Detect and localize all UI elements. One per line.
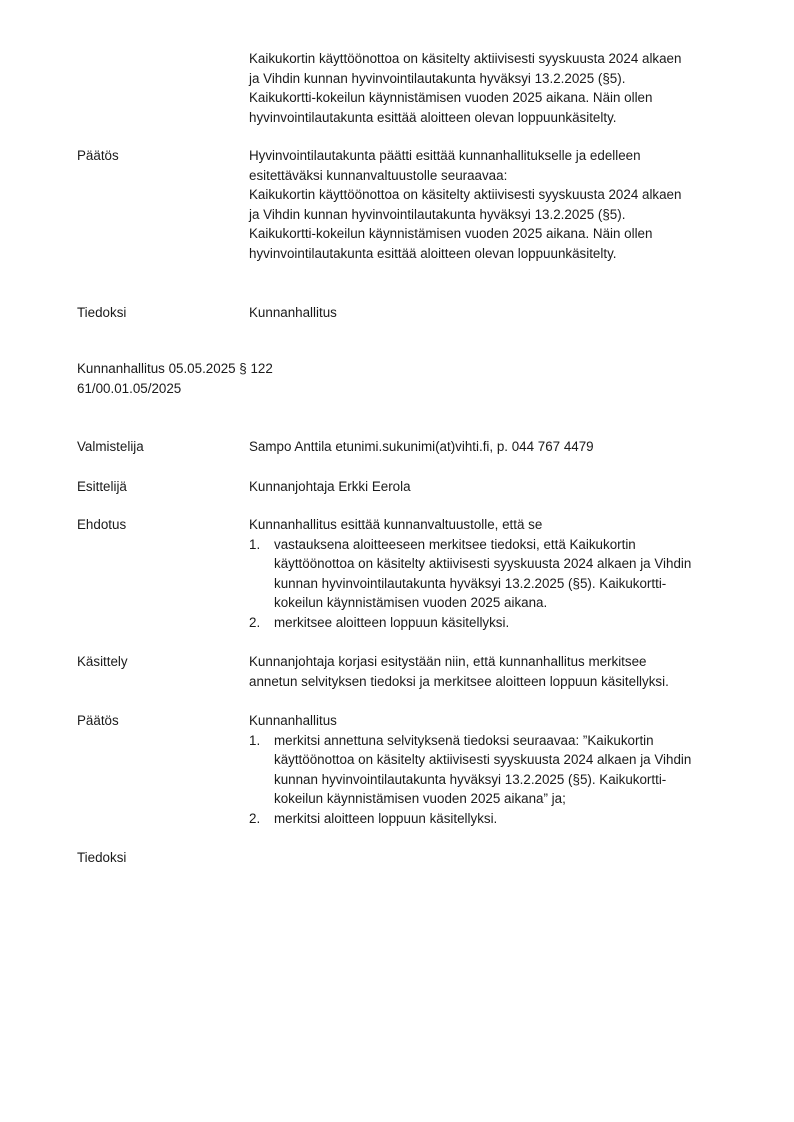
- meeting-title: Kunnanhallitus 05.05.2025 § 122: [77, 361, 273, 376]
- valmistelija-value: [249, 437, 749, 457]
- section-label: Esittelijä: [77, 479, 127, 494]
- ehdotus-text: [249, 515, 749, 632]
- text-line: Kunnanjohtaja korjasi esitystään niin, että kunnanhallitus merkitsee: [249, 654, 647, 669]
- text-line: esitettäväksi kunnanvaltuustolle seuraavaa:: [249, 167, 508, 183]
- text-line: Kunnanhallitus: [249, 713, 337, 728]
- text-line: Kunnanhallitus esittää kunnanvaltuustolle, että se: [249, 517, 543, 532]
- section-label: Päätös: [77, 713, 119, 728]
- list-number: 1.: [249, 732, 261, 748]
- text-line: ja Vihdin kunnan hyvinvointilautakunta hyväksyi 13.2.2025 (§5).: [249, 70, 626, 86]
- text-line: Kaikukortin käyttöönottoa on käsitelty aktiivisesti syyskuusta 2024 alkaen: [249, 51, 682, 66]
- paatos-1-text: [249, 146, 749, 263]
- list-number: 2.: [249, 614, 261, 630]
- ehdotus-list: [249, 535, 749, 633]
- section-label: Päätös: [77, 148, 119, 163]
- text-line: käyttöönottoa on käsitelty aktiivisesti syyskuusta 2024 alkaen ja Vihdin: [274, 556, 692, 571]
- list-item: [249, 731, 749, 809]
- paatos-2-text: [249, 711, 749, 828]
- text-line: merkitsi annettuna selvityksenä tiedoksi seuraavaa: ”Kaikukortin: [274, 732, 654, 748]
- paatos-2-list: [249, 731, 749, 829]
- meeting-heading: [77, 359, 273, 398]
- text-line: merkitsee aloitteen loppuun käsitellyksi.: [274, 614, 510, 630]
- text-line: Kaikukortti-kokeilun käynnistämisen vuoden 2025 aikana. Näin ollen: [249, 226, 653, 241]
- list-item: [249, 535, 749, 613]
- section-label: Ehdotus: [77, 517, 127, 532]
- section-label: Tiedoksi: [77, 850, 127, 865]
- text-line: kokeilun käynnistämisen vuoden 2025 aikana.: [274, 595, 548, 610]
- tiedoksi-1-value: Kunnanhallitus: [249, 305, 337, 320]
- list-item: [249, 613, 749, 633]
- esittelija-value: Kunnanjohtaja Erkki Eerola: [249, 479, 411, 494]
- text-line: kunnan hyvinvointilautakunta hyväksyi 13.2.2025 (§5). Kaikukortti-: [274, 771, 667, 787]
- kasittely-text: [249, 652, 749, 691]
- text-line: vastauksena aloitteeseen merkitsee tiedoksi, että Kaikukortin: [274, 536, 636, 552]
- text-line: Hyvinvointilautakunta päätti esittää kunnanhallitukselle ja edelleen: [249, 148, 641, 163]
- text-line: Kaikukortti-kokeilun käynnistämisen vuoden 2025 aikana. Näin ollen: [249, 90, 653, 105]
- text-line: annetun selvityksen tiedoksi ja merkitsee aloitteen loppuun käsitellyksi.: [249, 673, 669, 689]
- section-label: Tiedoksi: [77, 305, 127, 320]
- list-number: 1.: [249, 536, 261, 552]
- meeting-reference: 61/00.01.05/2025: [77, 380, 182, 396]
- text-line: Kaikukortin käyttöönottoa on käsitelty aktiivisesti syyskuusta 2024 alkaen: [249, 187, 682, 202]
- intro-text: [249, 49, 749, 127]
- preparer-contact: Sampo Anttila etunimi.sukunimi(at)vihti.fi, p. 044 767 4479: [249, 439, 594, 454]
- section-label: Valmistelija: [77, 439, 144, 454]
- text-line: merkitsi aloitteen loppuun käsitellyksi.: [274, 810, 498, 826]
- section-label: Käsittely: [77, 654, 128, 669]
- text-line: hyvinvointilautakunta esittää aloitteen olevan loppuunkäsitelty.: [249, 109, 617, 125]
- text-line: käyttöönottoa on käsitelty aktiivisesti syyskuusta 2024 alkaen ja Vihdin: [274, 752, 692, 767]
- list-item: [249, 809, 749, 829]
- list-number: 2.: [249, 810, 261, 826]
- text-line: kunnan hyvinvointilautakunta hyväksyi 13.2.2025 (§5). Kaikukortti-: [274, 575, 667, 591]
- text-line: kokeilun käynnistämisen vuoden 2025 aikana” ja;: [274, 791, 566, 806]
- text-line: hyvinvointilautakunta esittää aloitteen olevan loppuunkäsitelty.: [249, 245, 617, 261]
- text-line: ja Vihdin kunnan hyvinvointilautakunta hyväksyi 13.2.2025 (§5).: [249, 206, 626, 222]
